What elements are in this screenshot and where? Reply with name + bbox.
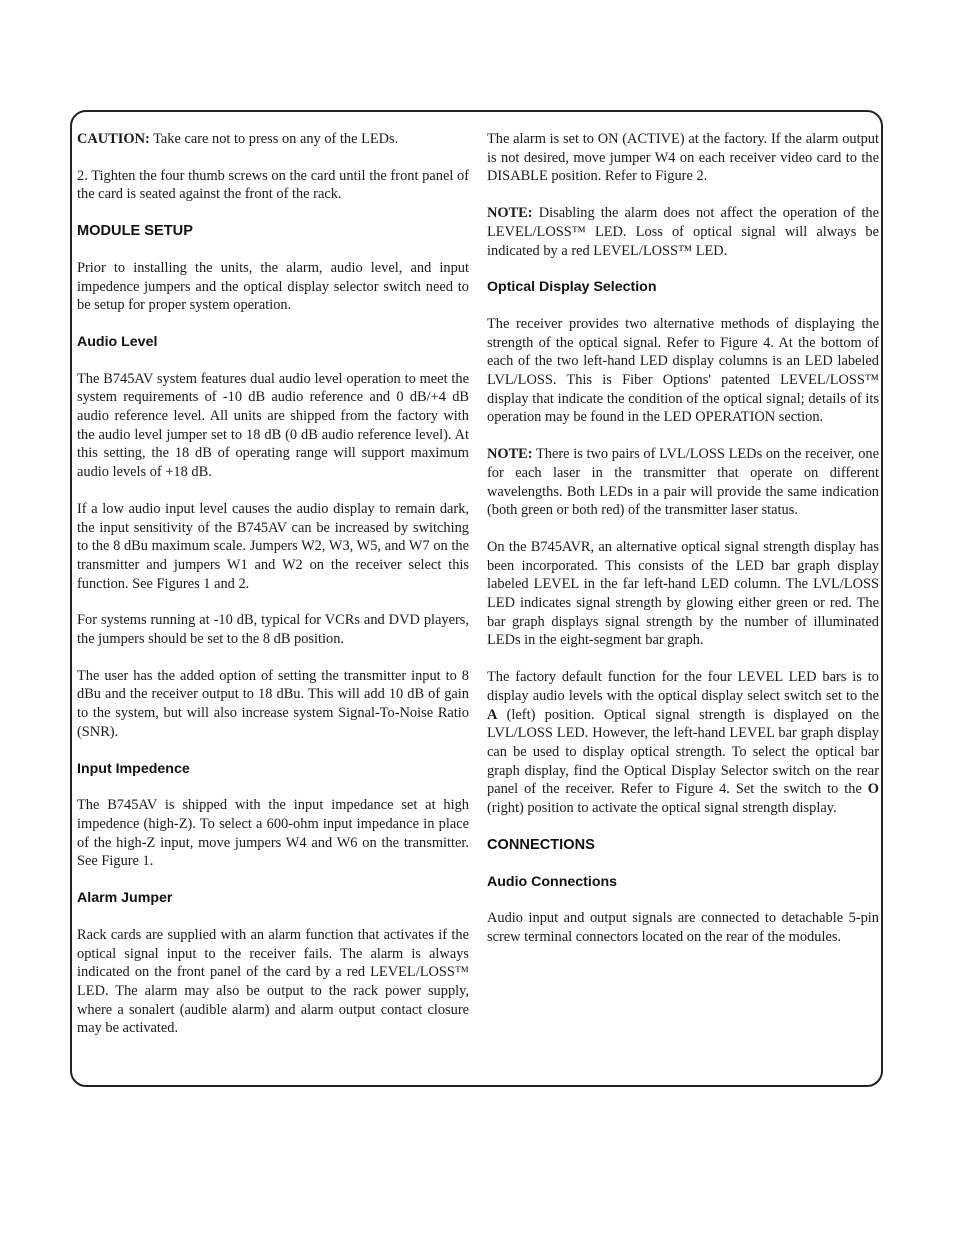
audio-connections-heading: Audio Connections <box>487 873 618 890</box>
p3-text-a: The factory default function for the four LEVEL LED bars is to display audio levels with the optical display select switch set to the <box>487 669 879 704</box>
alarm-jumper-paragraph: Rack cards are supplied with an alarm function that activates if the optical signal input to the receiver fails. The alarm is always indicated on the front panel of the card by a red LEVEL/LOSS™ LED. The alarm may also be output to the rack power supply, where a sonalert (audible alarm) and alarm output contact closure may be activated. <box>77 926 469 1037</box>
audio-level-paragraph-3: For systems running at -10 dB, typical for VCRs and DVD players, the jumpers should be set to the 8 dB position. <box>77 612 469 648</box>
left-column <box>77 130 469 1056</box>
right-column <box>487 130 879 965</box>
caution-paragraph <box>77 130 469 149</box>
audio-level-heading: Audio Level <box>77 333 158 350</box>
module-setup-heading: MODULE SETUP <box>77 223 193 240</box>
p3-bold-o: O <box>867 781 879 798</box>
alarm-jumper-heading: Alarm Jumper <box>77 890 173 907</box>
note-1-paragraph <box>487 204 879 260</box>
alarm-paragraph: The alarm is set to ON (ACTIVE) at the factory. If the alarm output is not desired, move jumper W4 on each receiver video card to the DISABLE position. Refer to Figure 2. <box>487 131 879 185</box>
optical-display-paragraph-2: On the B745AVR, an alternative optical signal strength display has been incorporated. This consists of the LED bar graph display labeled LEVEL in the far left-hand LED column. The LVL/LOSS LED indicates signal strength by glowing either green or red. The bar graph displays signal strength by the number of illuminated LEDs in the eight-segment bar graph. <box>487 538 879 649</box>
audio-level-paragraph-4: The user has the added option of setting the transmitter input to 8 dBu and the receiver output to 18 dBu. This will add 10 dB of gain to the system, but will also increase system Signal-To-Noise Ratio (SNR). <box>77 667 469 740</box>
note-1-text: Disabling the alarm does not affect the operation of the LEVEL/LOSS™ LED. Loss of optical signal will always be indicated by a red LEVEL/LOSS™ LED. <box>487 205 879 259</box>
step-2-paragraph: 2. Tighten the four thumb screws on the card until the front panel of the card is seated against the front of the rack. <box>77 167 469 203</box>
p3-bold-a: A <box>487 706 498 723</box>
audio-level-paragraph-2: If a low audio input level causes the audio display to remain dark, the input sensitivity of the B745AV can be increased by switching to the 8 dBu maximum scale. Jumpers W2, W3, W5, and W7 on the transmitter and jumpers W1 and W2 on the receiver select this function. See Figures 1 and 2. <box>77 500 469 592</box>
input-impedence-paragraph: The B745AV is shipped with the input impedance set at high impedence (high-Z). To select a 600-ohm input impedance in place of the high-Z input, move jumpers W4 and W6 on the transmitter. See Figure 1. <box>77 797 469 870</box>
caution-label: CAUTION: <box>77 131 150 147</box>
note-2-paragraph <box>487 445 879 520</box>
input-impedence-heading: Input Impedence <box>77 760 190 777</box>
note-2-label: NOTE: <box>487 446 533 463</box>
audio-level-paragraph-1: The B745AV system features dual audio level operation to meet the system requirements of -10 dB audio reference and 0 dB/+4 dB audio reference level. All units are shipped from the factory with the audio level jumper set to 18 dB (0 dB audio reference level). At this setting, the 18 dB of operating range will support maximum audio levels of +18 dB. <box>77 370 469 481</box>
optical-display-paragraph-1: The receiver provides two alternative methods of displaying the strength of the optical signal. Refer to Figure 4. At the bottom of each of the two left-hand LED display columns is an LED labeled LVL/LOSS. This is Fiber Options' patented LEVEL/LOSS™ display that indicate the condition of the optical signal; details of its operation may be found in the LED OPERATION section. <box>487 315 879 426</box>
optical-display-heading: Optical Display Selection <box>487 279 657 296</box>
p3-text-b: (left) position. Optical signal strength is displayed on the LVL/LOSS LED. However, the left-hand LEVEL bar graph display can be used to display optical strength. To select the optical bar graph display, find the Optical Display Selector switch on the rear panel of the receiver. Refer to Figure 4. Set the switch to the <box>487 706 879 798</box>
connections-heading: CONNECTIONS <box>487 836 595 853</box>
note-1-label: NOTE: <box>487 205 533 222</box>
caution-text: Take care not to press on any of the LEDs. <box>149 131 399 147</box>
audio-connections-paragraph: Audio input and output signals are connected to detachable 5-pin screw terminal connectors located on the rear of the modules. <box>487 910 879 945</box>
p3-text-c: (right) position to activate the optical signal strength display. <box>487 800 837 817</box>
module-setup-paragraph: Prior to installing the units, the alarm, audio level, and input impedence jumpers and the optical display selector switch need to be setup for proper system operation. <box>77 259 469 314</box>
optical-display-paragraph-3 <box>487 668 879 818</box>
note-2-text: There is two pairs of LVL/LOSS LEDs on the receiver, one for each laser in the transmitter that operate on different wavelengths. Both LEDs in a pair will provide the same indication (both green or both red) of the transmitter laser status. <box>487 446 879 519</box>
